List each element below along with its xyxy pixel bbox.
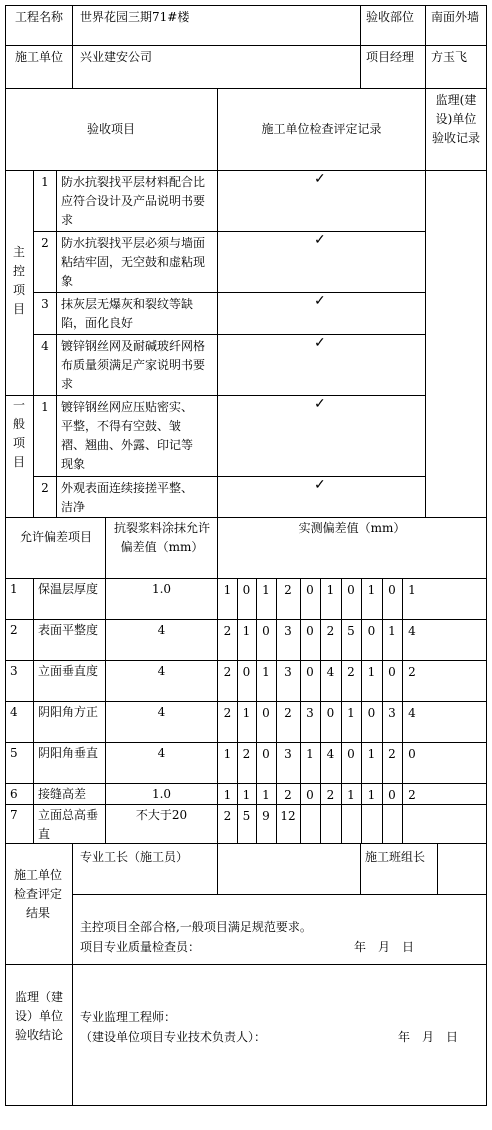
- item-text: 镀锌钢丝网及耐碱玻纤网格布质量须满足产家说明书要求: [61, 339, 206, 391]
- rule: [360, 5, 361, 89]
- measured-value: 2: [223, 624, 232, 638]
- contractor-result: 主控项目全部合格,一般项目满足规范要求。: [80, 920, 312, 934]
- measured-value: 2: [223, 706, 232, 720]
- deviation-row-name: 立面垂直度: [38, 664, 99, 678]
- measured-value: 0: [326, 706, 335, 720]
- rule: [5, 660, 487, 661]
- measured-value: 2: [284, 788, 292, 802]
- rule: [217, 88, 218, 518]
- measured-value: 3: [388, 706, 396, 720]
- contractor: 兴业建安公司: [80, 50, 153, 64]
- deviation-row-no: 3: [10, 664, 18, 678]
- measured-value: 0: [306, 788, 314, 802]
- measured-value: 1: [347, 788, 355, 802]
- rule: [56, 170, 57, 518]
- measured-value: 0: [367, 706, 376, 720]
- measured-value: 0: [408, 747, 416, 761]
- deviation-row-allow: 不大于20: [135, 808, 188, 822]
- engineer-label: 专业监理工程师：: [80, 1010, 177, 1024]
- check-mark-icon: ✓: [314, 293, 326, 309]
- rule: [72, 843, 73, 1106]
- item-text: 防水抗裂找平层材料配合比应符合设计及产品说明书要求: [61, 175, 206, 227]
- general-label: 一般项目: [12, 398, 25, 469]
- rule: [5, 45, 487, 46]
- rule: [5, 701, 487, 702]
- deviation-row-no: 2: [10, 623, 18, 637]
- measured-value: 5: [347, 624, 355, 638]
- rule: [33, 334, 426, 335]
- rule: [5, 619, 487, 620]
- measured-value: 2: [326, 788, 335, 802]
- measured-value: 12: [280, 809, 296, 823]
- measured-value: 0: [306, 665, 314, 679]
- deviation-row-no: 6: [10, 787, 18, 801]
- rule: [5, 804, 487, 805]
- rule: [33, 292, 426, 293]
- measured-value: 1: [242, 706, 251, 720]
- measured-value: 1: [367, 665, 376, 679]
- measured-value: 2: [388, 747, 396, 761]
- deviation-row-allow: 4: [157, 746, 166, 760]
- deviation-row-allow: 4: [157, 705, 166, 719]
- deviation-row-no: 1: [10, 582, 18, 596]
- deviation-label: 允许偏差项目: [19, 530, 92, 544]
- measured-value: 1: [367, 788, 376, 802]
- measured-value: 1: [388, 624, 396, 638]
- measured-value: 2: [408, 788, 416, 802]
- deviation-row-name: 立面总高垂直: [38, 808, 99, 841]
- col-supervision-header: 监理(建设)单位验收记录: [431, 93, 480, 145]
- measured-value: 0: [242, 583, 251, 597]
- item-text: 镀锌钢丝网应压贴密实、平整，不得有空鼓、皱褶、翘曲、外露、印记等现象: [61, 400, 194, 471]
- measured-value: 2: [408, 665, 416, 679]
- deviation-row-no: 4: [10, 705, 18, 719]
- rule: [5, 783, 487, 784]
- item-no: 3: [41, 297, 49, 311]
- measured-value: 1: [242, 788, 251, 802]
- deviation-row-name: 接缝高差: [38, 787, 87, 801]
- main-control-label: 主控项目: [12, 245, 25, 316]
- item-text: 抹灰层无爆灰和裂纹等缺陷，面化良好: [61, 297, 194, 330]
- measured-value: 5: [242, 809, 251, 823]
- contractor-label: 施工单位: [14, 50, 63, 64]
- measured-value: 4: [326, 665, 335, 679]
- check-mark-icon: ✓: [314, 335, 326, 351]
- measured-value: 4: [408, 624, 416, 638]
- measured-value: 0: [262, 747, 270, 761]
- acceptance-part-label: 验收部位: [366, 10, 415, 24]
- rule: [425, 88, 426, 518]
- allow-label: 抗裂浆料涂抹允许偏差值（mm）: [113, 521, 210, 554]
- measured-value: 1: [262, 665, 270, 679]
- rule: [360, 843, 361, 895]
- item-no: 1: [41, 175, 49, 189]
- measured-value: 2: [284, 583, 292, 597]
- measured-value: 9: [262, 809, 270, 823]
- item-text: 防水抗裂找平层必须与墙面粘结牢固，无空鼓和虚粘现象: [61, 236, 206, 288]
- supervision-date: 年 月 日: [398, 1030, 459, 1044]
- contractor-date: 年 月 日: [354, 940, 415, 954]
- measured-value: 1: [262, 583, 270, 597]
- col-items-header: 验收项目: [86, 122, 135, 136]
- check-mark-icon: ✓: [314, 396, 326, 412]
- measured-value: 3: [306, 706, 314, 720]
- measured-value: 1: [262, 788, 270, 802]
- check-mark-icon: ✓: [314, 232, 326, 248]
- deviation-row-no: 5: [10, 746, 18, 760]
- rule: [217, 843, 218, 895]
- border-top: [5, 5, 487, 6]
- measured-value: 2: [223, 665, 232, 679]
- col-contractor-header: 施工单位检查评定记录: [261, 122, 382, 136]
- rule: [425, 5, 426, 89]
- item-no: 4: [41, 339, 49, 353]
- measured-value: 0: [388, 583, 396, 597]
- measured-value: 1: [408, 583, 416, 597]
- rule: [5, 964, 487, 965]
- rule: [5, 578, 487, 579]
- measured-value: 2: [347, 665, 355, 679]
- item-no: 2: [41, 481, 49, 495]
- deviation-row-no: 7: [10, 808, 18, 822]
- measured-value: 0: [306, 624, 314, 638]
- measured-value: 0: [242, 665, 251, 679]
- measured-label: 实测偏差值（mm）: [298, 521, 406, 535]
- measured-value: 4: [326, 747, 335, 761]
- measured-value: 1: [347, 706, 355, 720]
- deviation-row-name: 阴阳角垂直: [38, 746, 99, 760]
- owner-label: （建设单位项目专业技术负责人）：: [80, 1030, 267, 1044]
- measured-value: 3: [284, 665, 292, 679]
- item-no: 2: [41, 236, 49, 250]
- check-mark-icon: ✓: [314, 171, 326, 187]
- measured-value: 0: [347, 583, 355, 597]
- deviation-row-allow: 1.0: [151, 787, 172, 801]
- measured-value: 2: [326, 624, 335, 638]
- deviation-row-allow: 4: [157, 623, 166, 637]
- measured-value: 0: [388, 665, 396, 679]
- manager-label: 项目经理: [366, 50, 415, 64]
- measured-value: 2: [242, 747, 251, 761]
- measured-value: 2: [284, 706, 292, 720]
- rule: [72, 5, 73, 89]
- rule: [5, 88, 487, 89]
- rule: [33, 476, 426, 477]
- rule: [5, 170, 487, 171]
- measured-value: 0: [262, 624, 270, 638]
- project-name-label: 工程名称: [14, 10, 63, 24]
- measured-value: 1: [223, 747, 232, 761]
- measured-value: 0: [262, 706, 270, 720]
- deviation-row-name: 表面平整度: [38, 623, 99, 637]
- deviation-row-allow: 4: [157, 664, 166, 678]
- measured-value: 3: [284, 747, 292, 761]
- manager: 方玉飞: [431, 50, 468, 64]
- rule: [5, 742, 487, 743]
- rule: [72, 894, 487, 895]
- measured-value: 1: [306, 747, 314, 761]
- item-text: 外观表面连续接搓平整、洁净: [61, 481, 194, 514]
- rule: [33, 231, 426, 232]
- deviation-row-name: 阴阳角方正: [38, 705, 99, 719]
- measured-value: 1: [242, 624, 251, 638]
- measured-value: 0: [347, 747, 355, 761]
- measured-value: 1: [367, 747, 376, 761]
- measured-value: 1: [223, 583, 232, 597]
- project-name: 世界花园三期71#楼: [80, 10, 190, 24]
- rule: [437, 843, 438, 895]
- team-leader-label: 施工班组长: [365, 850, 426, 864]
- measured-value: 2: [223, 809, 232, 823]
- deviation-row-name: 保温层厚度: [38, 582, 99, 596]
- check-mark-icon: ✓: [314, 477, 326, 493]
- deviation-row-allow: 1.0: [151, 582, 172, 596]
- acceptance-part: 南面外墙: [431, 10, 480, 24]
- rule: [5, 517, 487, 518]
- measured-value: 3: [284, 624, 292, 638]
- measured-value: 0: [367, 624, 376, 638]
- item-no: 1: [41, 400, 49, 414]
- measured-value: 1: [223, 788, 232, 802]
- contractor-conclusion-label: 施工单位检查评定结果: [13, 868, 62, 920]
- supervision-conclusion-label: 监理（建设）单位验收结论: [14, 990, 63, 1042]
- measured-value: 0: [306, 583, 314, 597]
- inspector-label: 项目专业质量检查员：: [80, 940, 201, 954]
- rule: [5, 395, 426, 396]
- measured-value: 1: [326, 583, 335, 597]
- measured-value: 4: [408, 706, 416, 720]
- foreman-label: 专业工长（施工员）: [80, 850, 189, 864]
- border-bottom: [5, 1105, 487, 1106]
- measured-value: 1: [367, 583, 376, 597]
- measured-value: 0: [388, 788, 396, 802]
